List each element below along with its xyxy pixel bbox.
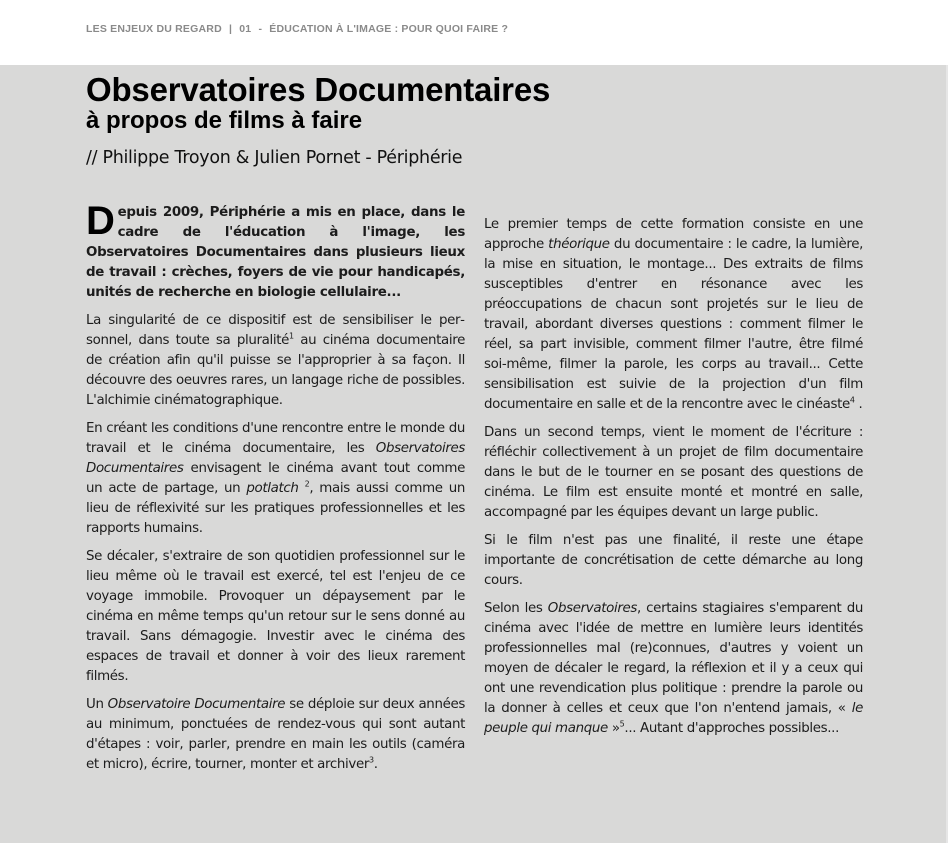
text-run: , mais aussi comme un lieu de réflexivité sur les pratiques professionnelles et les rapports humains. [86,481,465,536]
text-run: En créant les conditions d'une rencontre entre le monde du travail et le cinéma documentaire, les [86,421,465,456]
footnote-ref[interactable]: 2 [304,479,310,489]
paragraph [86,419,465,539]
text-run: se déploie sur deux années au minimum, ponctuées de rendez-vous qui sont autant d'étapes : voir, parler, prendre en main les outils (caméra et micro), écrire, tourner, monter et archiver [86,697,465,772]
left-column [86,199,465,783]
footnote-ref[interactable]: 1 [289,331,294,341]
paragraph [86,311,465,411]
text-run: . [854,397,863,412]
running-head-series: LES ENJEUX DU REGARD [86,23,222,35]
text-run: au cinéma documentaire de création afin qu'il puisse se l'approprier à sa façon. Il découvre des oeuvres rares, un langage riche de possibles. L'alchimie cinématographique. [86,333,465,408]
text-run: Le premier temps de cette formation consiste en une approche [484,217,863,252]
footnote-ref[interactable]: 3 [369,755,374,765]
text-run: » [607,721,620,736]
article-byline: // Philippe Troyon & Julien Pornet - Périphérie [86,148,463,168]
article-subtitle: à propos de films à faire [86,107,363,134]
running-head-dash: - [258,23,263,35]
text-run: . [373,757,378,772]
paragraph: Dans un second temps, vient le moment de l'écriture : réfléchir collectivement à un projet de film documentaire dans le but de le tourner en se posant des questions de cinéma. Le film est ensuite monté et montré en salle, accompagné par les équipes devant un large public. [484,425,863,520]
drop-cap: D [86,199,115,243]
text-run: Un [86,697,108,712]
text-run: envisagent le cinéma avant tout comme un acte de partage, un [86,461,465,496]
running-head-section: ÉDUCATION À L'IMAGE : POUR QUOI FAIRE ? [269,23,509,35]
right-column [484,215,863,747]
emphasis: le peuple qui manque [484,701,863,736]
text-run: Selon les [484,601,548,616]
lead-text: epuis 2009, Périphérie a mis en place, dans le cadre de l'éducation à l'image, les Observatoires Documentaires dans plusieurs lieux de travail : crèches, foyers de vie pour handicapés, unités de recherche en biologie cellulaire... [86,205,465,300]
running-head-separator: | [228,23,233,35]
lead-paragraph [86,199,465,303]
footnote-ref[interactable]: 4 [849,395,855,405]
text-run: du documentaire : le cadre, la lumière, la mise en situation, le montage... Des extraits de films susceptibles d'entrer en résonance avec les préoccupations de chacun sont projetés sur le lieu de travail, abordant diverses questions : comment filmer le réel, sa part invisible, comment filmer l'autre, être filmé soi-même, filmer la parole, les corps au travail... Cette sensibilisation est suivie de la projection d'un film documentaire en salle et de la rencontre avec le cinéaste [484,237,863,412]
footnote-ref[interactable]: 5 [619,719,625,729]
emphasis: Observatoire Documentaire [107,697,286,712]
running-head-number: 01 [239,23,252,35]
text-run: La singularité de ce dispositif est de sensibiliser le personnel, dans toute sa pluralité [86,313,465,348]
paragraph [484,215,863,415]
paragraph: Se décaler, s'extraire de son quotidien professionnel sur le lieu même où le travail est exercé, tel est l'enjeu de ce voyage immobile. Provoquer un dépaysement par le cinéma en même temps qu'un retour sur le sens donné au travail. Sans démagogie. Investir avec le cinéma des espaces de travail et donner à voir des lieux rarement filmés. [86,549,465,684]
paragraph [86,695,465,775]
article-title: Observatoires Documentaires [86,71,551,108]
text-run: ... Autant d'approches possibles... [624,721,839,736]
running-head [86,23,508,35]
paragraph: Si le film n'est pas une finalité, il reste une étape importante de concrétisation de cette démarche au long cours. [484,533,863,588]
paragraph [484,599,863,739]
emphasis: théorique [548,237,610,252]
emphasis: potlatch [246,481,299,496]
emphasis: Observatoires [547,601,638,616]
text-run: , certains stagiaires s'emparent du cinéma avec l'idée de mettre en lumière leurs identités professionnelles mal (re)connues, d'autres y voient un moyen de décaler le regard, la réflexion et il y a ceux qui ont une revendication plus politique : prendre la parole ou la donner à celles et ceux que l'on n'entend jamais, « [484,601,863,716]
emphasis: Observatoires Documentaires [86,441,465,476]
